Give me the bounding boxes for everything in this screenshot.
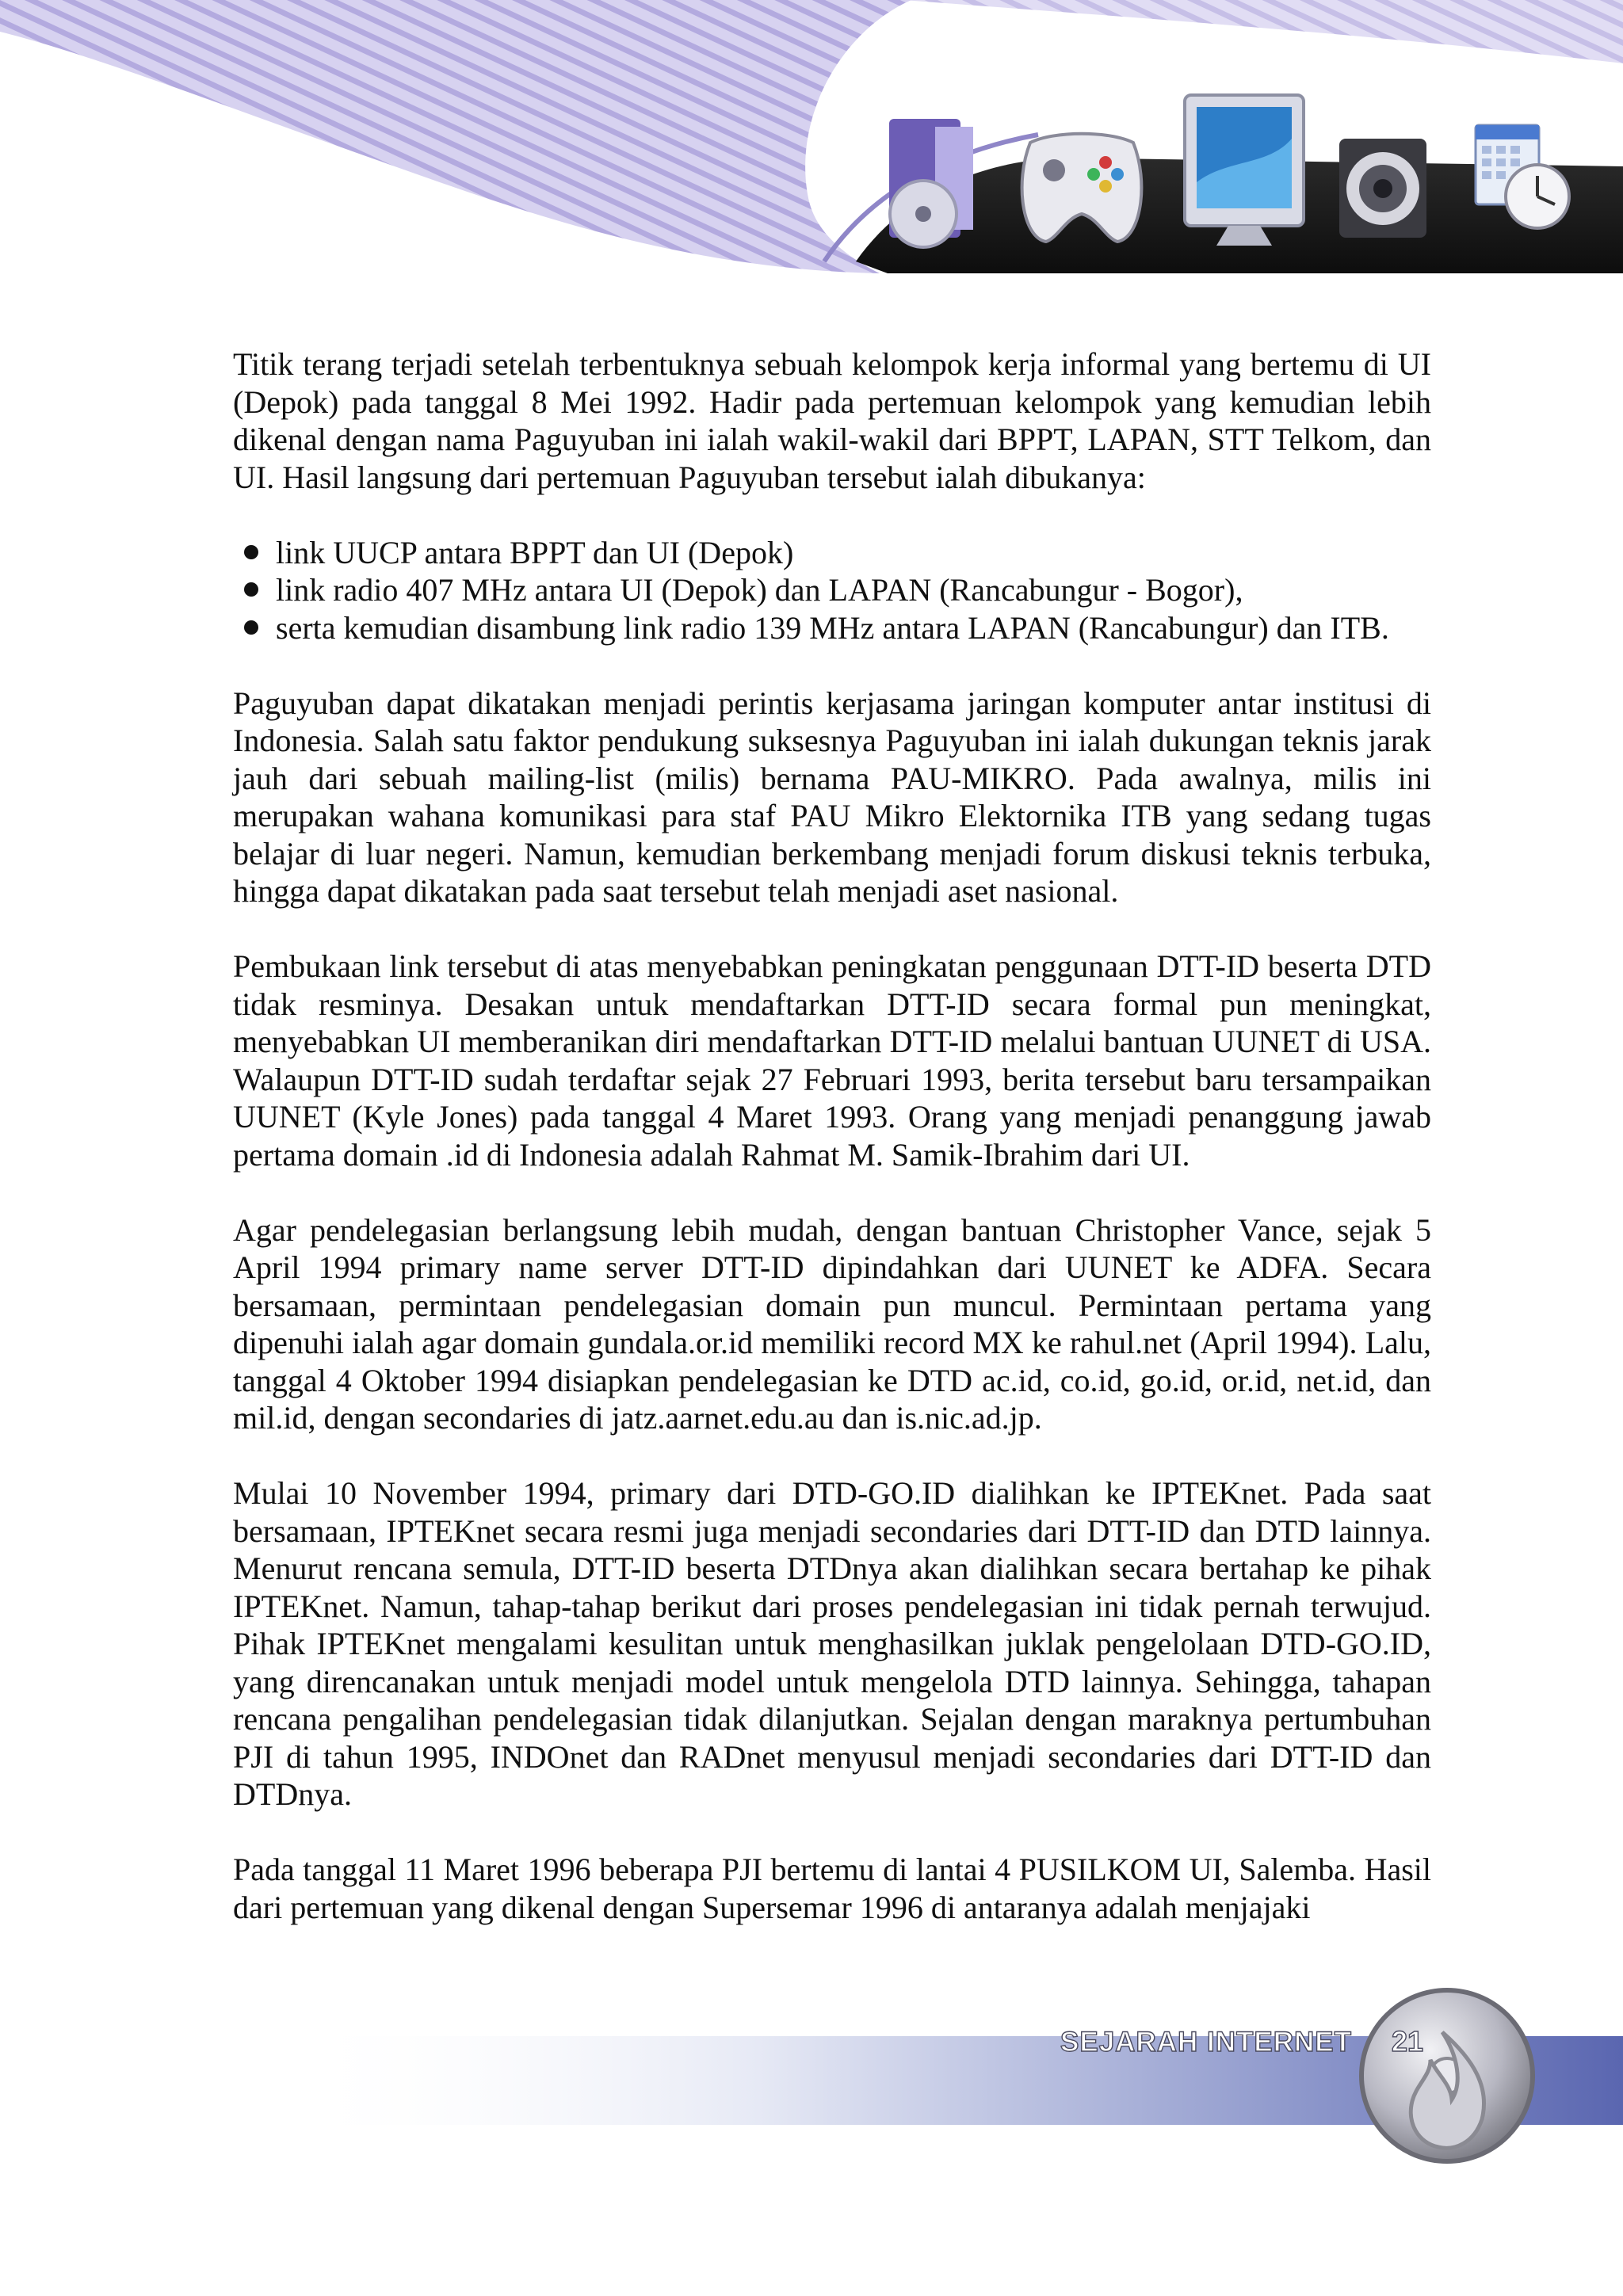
disc-flame-icon	[1361, 1990, 1533, 2161]
list-item-text: link radio 407 MHz antara UI (Depok) dan LAPAN (Rancabungur - Bogor),	[276, 572, 1243, 608]
list-item-text: serta kemudian disambung link radio 139 MHz antara LAPAN (Rancabungur) dan ITB.	[276, 609, 1389, 646]
bullet-list	[233, 534, 1431, 647]
bullet-icon	[244, 545, 258, 559]
footer-decoration	[0, 1957, 1623, 2195]
monitor-icon	[1185, 95, 1304, 246]
paragraph: Pada tanggal 11 Maret 1996 beberapa PJI bertemu di lantai 4 PUSILKOM UI, Salemba. Hasil dari pertemuan yang dikenal dengan Supersemar 1996 di antaranya adalah menjajaki	[233, 1852, 1431, 1925]
bullet-icon	[244, 620, 258, 635]
paragraph: Agar pendelegasian berlangsung lebih mudah, dengan bantuan Christopher Vance, sejak 5 April 1994 primary name server DTT-ID dipindahkan dari UUNET ke ADFA. Secara bersamaan, permintaan pendelegasian domain pun muncul. Permintaan pertama yang dipenuhi ialah agar domain gundala.or.id memiliki record MX ke rahul.net (April 1994). Lalu, tanggal 4 Oktober 1994 disiapkan pendelegasian ke DTD ac.id, co.id, go.id, or.id, net.id, dan mil.id, dengan secondaries di jatz.aarnet.edu.au dan is.nic.ad.jp.	[233, 1211, 1431, 1436]
paragraph: Pembukaan link tersebut di atas menyebabkan peningkatan penggunaan DTT-ID beserta DTD tidak resminya. Desakan untuk mendaftarkan DTT-ID secara formal pun meningkat, menyebabkan UI memberanikan diri mendaftarkan DTT-ID melalui bantuan UUNET di USA. Walaupun DTT-ID sudah terdaftar sejak 27 Februari 1993, berita tersebut baru tersampaikan UUNET (Kyle Jones) pada tanggal 4 Maret 1993. Orang yang menjadi penanggung jawab pertama domain .id di Indonesia adalah Rahmat M. Samik-Ibrahim dari UI.	[233, 948, 1431, 1173]
speaker-icon	[1339, 139, 1426, 238]
paragraph: Titik terang terjadi setelah terbentuknya sebuah kelompok kerja informal yang bertemu di UI (Depok) pada tanggal 8 Mei 1992. Hadir pada pertemuan kelompok yang kemudian lebih dikenal dengan nama Paguyuban ini ialah wakil-wakil dari BPPT, LAPAN, STT Telkom, dan UI. Hasil langsung dari pertemuan Paguyuban tersebut ialah dibukanya:	[233, 346, 1431, 495]
header-decoration	[0, 0, 1623, 333]
bullet-icon	[244, 582, 258, 597]
list-item	[233, 571, 1431, 609]
list-item-text: link UUCP antara BPPT dan UI (Depok)	[276, 534, 794, 570]
software-box-icon	[889, 119, 973, 247]
paragraph: Mulai 10 November 1994, primary dari DTD-GO.ID dialihkan ke IPTEKnet. Pada saat bersamaan, IPTEKnet secara resmi juga menjadi secondaries dari DTT-ID dan DTD lainnya. Menurut rencana semula, DTT-ID beserta DTDnya akan dialihkan secara bertahap ke pihak IPTEKnet. Namun, tahap-tahap berikut dari proses pendelegasian ini tidak pernah terwujud. Pihak IPTEKnet mengalami kesulitan untuk menghasilkan juklak pengelolaan DTD-GO.ID, yang direncanakan untuk menjadi model untuk mengelola DTD lainnya. Sehingga, tahapan rencana pengalihan pendelegasian tidak dilanjutkan. Sejalan dengan maraknya pertumbuhan PJI di tahun 1995, INDOnet dan RADnet menyusul menjadi secondaries dari DTT-ID dan DTDnya.	[233, 1475, 1431, 1812]
paragraph: Paguyuban dapat dikatakan menjadi perintis kerjasama jaringan komputer antar institusi di Indonesia. Salah satu faktor pendukung suksesnya Paguyuban ini ialah dukungan teknis jarak jauh dari sebuah mailing-list (milis) bernama PAU-MIKRO. Pada awalnya, milis ini merupakan wahana komunikasi para staf PAU Mikro Elektornika ITB yang sedang tugas belajar di luar negeri. Namun, kemudian berkembang menjadi forum diskusi teknis terbuka, hingga dapat dikatakan pada saat tersebut telah menjadi aset nasional.	[233, 685, 1431, 909]
page-number: 21	[1392, 2025, 1424, 2058]
list-item	[233, 609, 1431, 647]
list-item	[233, 534, 1431, 572]
article-body	[233, 345, 1431, 1964]
footer-title: SEJARAH INTERNET	[1060, 2027, 1352, 2058]
